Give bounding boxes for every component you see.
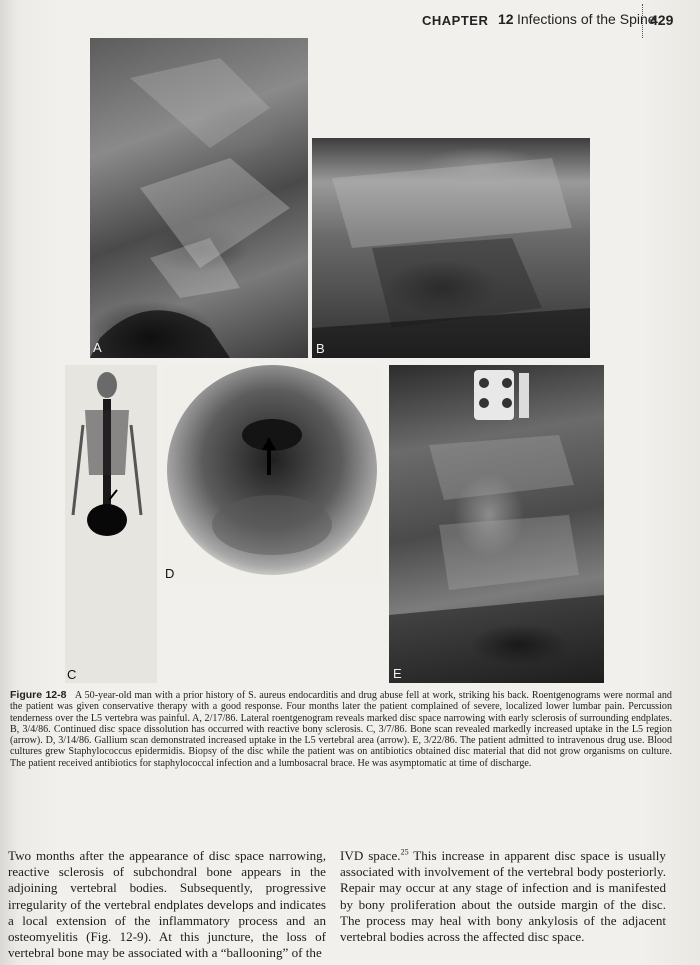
body-column-left: Two months after the appearance of disc space narrowing, reactive sclerosis of subchondral bone appears in the adjoining vertebral bodies. Subsequently, progressive irregularity of the vertebral endplates develops and indicates a local extension of the inflammatory process and an osteomyelitis (Fig. 12-9). At this juncture, the loss of vertebral bone may be associated with a “ballooning” of the xyxy=(8,848,326,961)
header-divider xyxy=(642,4,643,38)
chapter-title: Infections of the Spine xyxy=(517,11,656,27)
body-right-start: IVD space. xyxy=(340,848,401,863)
chapter-label: CHAPTER xyxy=(422,13,489,28)
panel-label-c: C xyxy=(67,667,77,682)
radiograph-e-image xyxy=(389,365,604,683)
figure-caption xyxy=(10,690,672,769)
citation-25: 25 xyxy=(400,847,409,857)
panel-label-b: B xyxy=(316,341,325,356)
page-number: 429 xyxy=(650,12,674,28)
body-right-rest: This increase in apparent disc space is usually associated with involvement of the vertebral body posteriorly. Repair may occur at any stage of infection and is manifested by bony proliferation about the outside margin of the disc. The process may heal with bony ankylosis of the adjacent vertebral bodies across the affected disc space. xyxy=(340,848,666,945)
figure-panel-b xyxy=(312,138,590,358)
panel-label-a: A xyxy=(93,340,102,355)
body-column-right xyxy=(340,848,666,945)
panel-label-d: D xyxy=(165,566,175,581)
running-header xyxy=(390,12,682,34)
figure-panel-d xyxy=(162,365,382,583)
radiograph-a-image xyxy=(90,38,308,358)
radiograph-b-image xyxy=(312,138,590,358)
figure-panel-e xyxy=(389,365,604,683)
chapter-number: 12 xyxy=(498,11,514,27)
figure-panel-a xyxy=(90,38,308,358)
bone-scan-image xyxy=(65,365,157,683)
gallium-scan-image xyxy=(162,365,382,583)
caption-text: A 50-year-old man with a prior history of S. aureus endocarditis and drug abuse fell at work, striking his back. Roentgenograms were normal and the patient was given conservative therapy with a good response. Four months later the patient complained of severe, localized lower lumbar pain. Percussion tenderness over the L5 vertebra was painful. A, 2/17/86. Lateral roentgenogram reveals marked disc space narrowing with early sclerosis of surrounding endplates. B, 3/4/86. Continued disc space dissolution has occurred with reactive bony sclerosis. C, 3/7/86. Bone scan revealed markedly increased uptake in the L5 region (arrow). D, 3/14/86. Gallium scan demonstrated increased uptake in the L5 vertebral area (arrow). E, 3/22/86. The patient admitted to intravenous drug use. Blood cultures grew Staphylococcus epidermidis. Biopsy of the disc while the patient was on antibiotics obtained disc material that did not grow organisms on culture. The patient received antibiotics for staphylococcal infection and a lumbosacral brace. He was asymptomatic at time of discharge. xyxy=(10,690,672,769)
figure-label: Figure 12-8 xyxy=(10,689,67,701)
figure-panel-c xyxy=(65,365,157,683)
panel-label-e: E xyxy=(393,666,402,681)
